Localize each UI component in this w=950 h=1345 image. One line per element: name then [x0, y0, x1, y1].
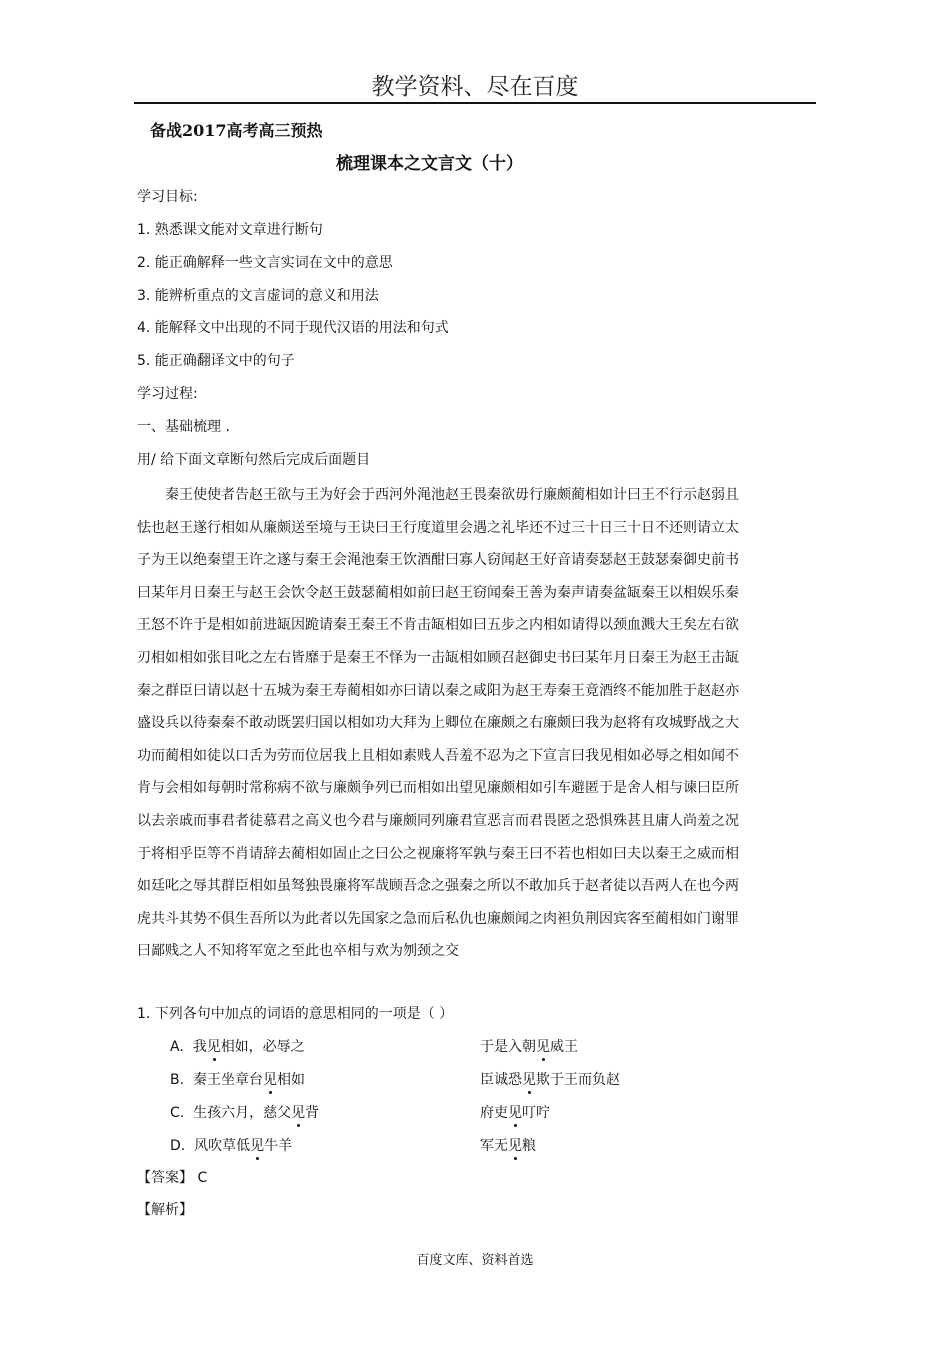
analysis-heading: 【解析】 [137, 1202, 193, 1218]
option-label: A. [170, 1039, 184, 1055]
section-heading: 一、基础梳理 . [137, 419, 230, 435]
page-footer: 百度文库、资料首选 [416, 1253, 534, 1268]
dotted-word: 见 [522, 1069, 536, 1089]
option-a-right: 于是入朝见威王 [480, 1036, 578, 1056]
process-heading: 学习过程: [137, 386, 198, 402]
option-d-right: 军无见粮 [480, 1135, 536, 1155]
option-a: A. 我见相如，必辱之 [170, 1036, 305, 1056]
instruction: 用/ 给下面文章断句然后完成后面题目 [137, 452, 371, 468]
doc-title-2: 梳理课本之文言文（十） [336, 154, 523, 174]
option-d: D. 风吹草低见牛羊 [170, 1135, 292, 1155]
answer: 【答案】 C [137, 1170, 208, 1186]
option-b: B. 秦王坐章台见相如 [170, 1069, 305, 1089]
option-label: D. [170, 1138, 186, 1154]
option-label: C. [170, 1105, 185, 1121]
dotted-word: 见 [263, 1069, 277, 1089]
dotted-word: 见 [508, 1102, 522, 1122]
question-1: 1. 下列各句中加点的词语的意思相同的一项是（ ） [137, 1006, 454, 1022]
header-divider [134, 102, 816, 104]
goal-item: 2. 能正确解释一些文言实词在文中的意思 [137, 255, 393, 271]
goal-item: 5. 能正确翻译文中的句子 [137, 353, 295, 369]
option-b-right: 臣诚恐见欺于王而负赵 [480, 1069, 620, 1089]
dotted-word: 见 [536, 1036, 550, 1056]
dotted-word: 见 [250, 1135, 264, 1155]
goal-item: 3. 能辨析重点的文言虚词的意义和用法 [137, 288, 379, 304]
option-c-right: 府吏见叮咛 [480, 1102, 550, 1122]
goal-item: 4. 能解释文中出现的不同于现代汉语的用法和句式 [137, 320, 449, 336]
classical-passage: 秦王使使者告赵王欲与王为好会于西河外渑池赵王畏秦欲毋行廉颇蔺相如计曰王不行示赵弱且怯也赵王遂行相如从廉颇送至境与王诀曰王行度道里会遇之礼毕还不过三十日三十日不还则请立太子为王以绝秦望王许之遂与秦王会渑池秦王饮酒酣曰寡人窃闻赵王好音请奏瑟赵王鼓瑟秦御史前书曰某年月日秦王与赵王会饮令赵王鼓瑟蔺相如前曰赵王窃闻秦王善为秦声请奏盆缻秦王以相娱乐秦王怒不许于是相如前进缻因跪请秦王秦王不肯击缻相如曰五步之内相如请得以颈血溅大王矣左右欲刃相如相如张目叱之左右皆靡于是秦王不怿为一击缻相如顾召赵御史书曰某年月日秦王为赵王击缻秦之群臣曰请以赵十五城为秦王寿蔺相如亦曰请以秦之咸阳为赵王寿秦王竟酒终不能加胜于赵赵亦盛设兵以待秦秦不敢动既罢归国以相如功大拜为上卿位在廉颇之右廉颇曰我为赵将有攻城野战之大功而蔺相如徒以口舌为劳而位居我上且相如素贱人吾羞不忍为之下宣言曰我见相如必辱之相如闻不肯与会相如每朝时常称病不欲与廉颇争列已而相如出望见廉颇相如引车避匿于是舍人相与谏曰臣所以去亲戚而事君者徒慕君之高义也今君与廉颇同列廉君宣恶言而君畏匿之恐惧殊甚且庸人尚羞之况于将相乎臣等不肖请辞去蔺相如固止之曰公之视廉将军孰与秦王曰不若也相如曰夫以秦王之威而相如廷叱之辱其群臣相如虽驽独畏廉将军哉顾吾念之强秦之所以不敢加兵于赵者徒以吾两人在也今两虎共斗其势不俱生吾所以为此者以先国家之急而后私仇也廉颇闻之肉袒负荆因宾客至蔺相如门谢罪曰鄙贱之人不知将军宽之至此也卒相与欢为刎颈之交 [137, 487, 739, 960]
option-label: B. [170, 1072, 185, 1088]
dotted-word: 见 [291, 1102, 305, 1122]
goal-item: 1. 熟悉课文能对文章进行断句 [137, 222, 323, 238]
goals-heading: 学习目标: [137, 189, 198, 205]
doc-title-1: 备战2017高考高三预热 [150, 121, 323, 140]
dotted-word: 见 [207, 1036, 221, 1056]
option-c: C. 生孩六月，慈父见背 [170, 1102, 319, 1122]
dotted-word: 见 [508, 1135, 522, 1155]
page-header-title: 教学资料、尽在百度 [371, 74, 579, 100]
